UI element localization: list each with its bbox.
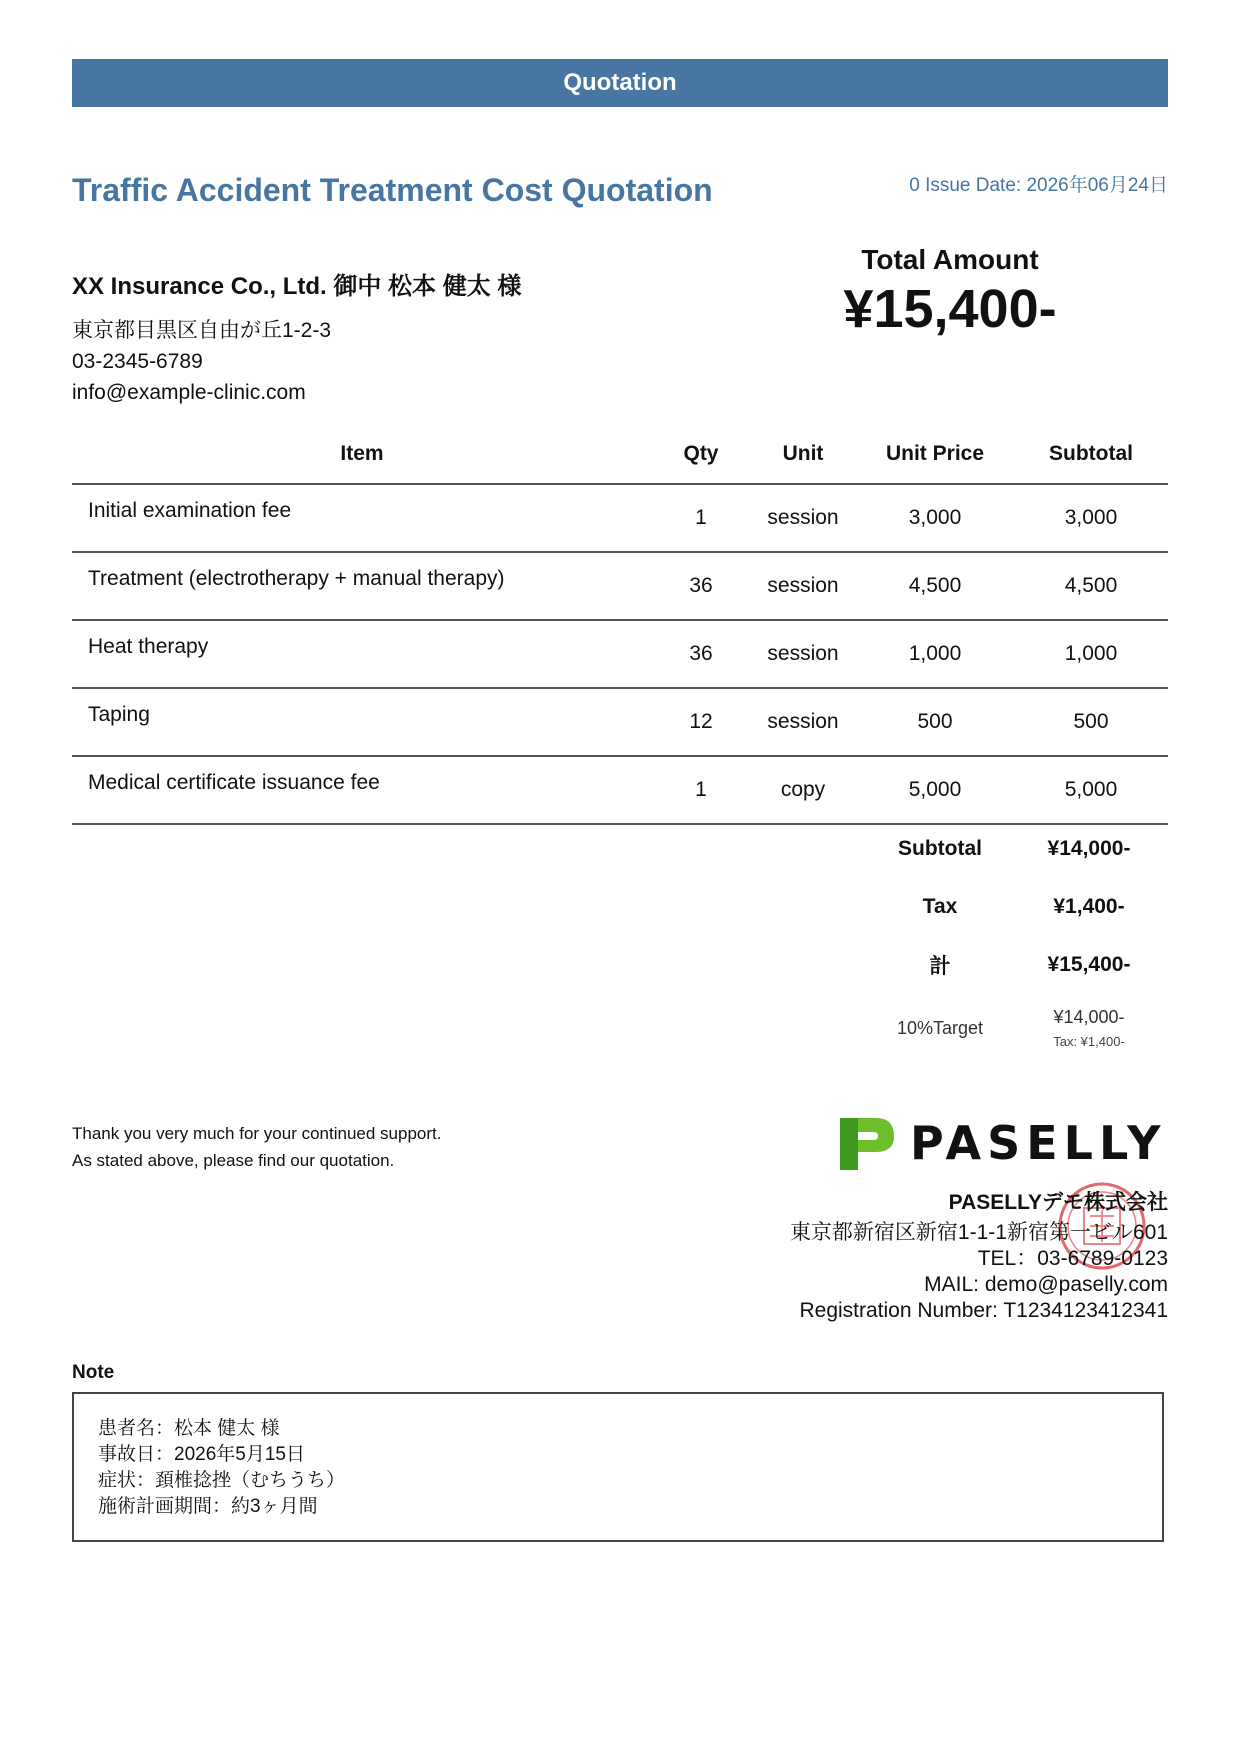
cell-qty: 36: [652, 552, 750, 620]
paselly-logo-icon: [836, 1112, 898, 1174]
company-address: 東京都新宿区新宿1-1-1新宿第一ビル601: [789, 1221, 1168, 1244]
cell-unit: copy: [750, 756, 856, 824]
company-name: PASELLYデモ株式会社: [948, 1191, 1168, 1214]
cell-qty: 1: [652, 484, 750, 552]
cell-item: Heat therapy: [72, 620, 652, 688]
summary-subtotal-value: ¥14,000-: [1047, 837, 1131, 860]
summary-subtotal-label: Subtotal: [898, 837, 982, 860]
header-unit: Unit: [750, 425, 856, 484]
recipient-name: XX Insurance Co., Ltd. 御中 松本 健太 様: [72, 273, 522, 300]
closing-line-2: As stated above, please find our quotation.: [72, 1151, 395, 1170]
note-line: 施術計画期間：約3ヶ月間: [98, 1496, 318, 1517]
page-title: Traffic Accident Treatment Cost Quotation: [72, 172, 713, 208]
recipient-phone: 03-2345-6789: [72, 350, 203, 373]
cell-item: Taping: [72, 688, 652, 756]
summary-subtotal-row: [870, 820, 1168, 878]
cell-subtotal: 4,500: [1014, 552, 1168, 620]
header-item: Item: [72, 425, 652, 484]
tax-target-values: [1010, 1007, 1168, 1049]
cell-item: Medical certificate issuance fee: [72, 756, 652, 824]
summary-tax-row: [870, 878, 1168, 936]
tax-target-amount: ¥14,000-: [1053, 1007, 1125, 1027]
cell-subtotal: 3,000: [1014, 484, 1168, 552]
cell-unit: session: [750, 688, 856, 756]
cell-unit-price: 1,000: [856, 620, 1014, 688]
summary-tax-value: ¥1,400-: [1053, 895, 1125, 918]
cell-subtotal: 5,000: [1014, 756, 1168, 824]
recipient-address: 東京都目黒区自由が丘1-2-3: [72, 319, 332, 342]
closing-line-1: Thank you very much for your continued support.: [72, 1124, 442, 1143]
total-amount-box: [780, 244, 1120, 340]
note-line: 症状：頚椎捻挫（むちうち）: [98, 1470, 346, 1491]
cell-qty: 36: [652, 620, 750, 688]
summary-total-value: ¥15,400-: [1047, 953, 1131, 976]
cell-subtotal: 1,000: [1014, 620, 1168, 688]
company-mail: MAIL: demo@paselly.com: [924, 1273, 1168, 1296]
tax-target-row: [870, 998, 1168, 1058]
cell-qty: 1: [652, 756, 750, 824]
cell-unit: session: [750, 552, 856, 620]
header-unit-price: Unit Price: [856, 425, 1014, 484]
cell-unit-price: 4,500: [856, 552, 1014, 620]
table-row: [72, 552, 1168, 620]
note-line: 患者名：松本 健太 様: [98, 1418, 280, 1439]
issue-date: 0 Issue Date: 2026年06月24日: [909, 175, 1168, 196]
cell-unit-price: 3,000: [856, 484, 1014, 552]
table-row: [72, 688, 1168, 756]
cell-unit-price: 500: [856, 688, 1014, 756]
company-logo: [836, 1112, 1168, 1174]
cell-item: Treatment (electrotherapy + manual therapy): [72, 552, 652, 620]
tax-target-tax: Tax: ¥1,400-: [1053, 1034, 1125, 1049]
company-info: [790, 1190, 1168, 1324]
note-label: Note: [72, 1362, 115, 1383]
tax-target-label: 10%Target: [896, 1017, 984, 1038]
table-header-row: [72, 425, 1168, 484]
banner-title: Quotation: [563, 69, 677, 96]
recipient-block: [72, 266, 712, 408]
cell-qty: 12: [652, 688, 750, 756]
cell-item: Initial examination fee: [72, 484, 652, 552]
summary-tax-label: Tax: [922, 895, 958, 918]
note-line: 事故日：2026年5月15日: [98, 1444, 305, 1465]
note-box: [72, 1392, 1164, 1542]
header-subtotal: Subtotal: [1014, 425, 1168, 484]
cell-unit-price: 5,000: [856, 756, 1014, 824]
document-banner: [72, 59, 1168, 107]
summary-block: [870, 820, 1168, 1058]
company-registration: Registration Number: T1234123412341: [799, 1299, 1168, 1322]
cell-unit: session: [750, 620, 856, 688]
recipient-email: info@example-clinic.com: [72, 381, 306, 404]
total-amount-value: ¥15,400-: [843, 279, 1057, 339]
logo-wordmark: PASELLY: [910, 1116, 1167, 1170]
summary-total-label: 計: [929, 955, 951, 978]
table-row: [72, 484, 1168, 552]
closing-message: [72, 1120, 441, 1174]
total-amount-label: Total Amount: [861, 244, 1039, 275]
cell-subtotal: 500: [1014, 688, 1168, 756]
table-row: [72, 620, 1168, 688]
cell-unit: session: [750, 484, 856, 552]
company-tel: TEL：03-6789-0123: [977, 1247, 1168, 1270]
table-row: [72, 756, 1168, 824]
header-qty: Qty: [652, 425, 750, 484]
summary-total-row: [870, 936, 1168, 994]
items-table: [72, 425, 1168, 825]
